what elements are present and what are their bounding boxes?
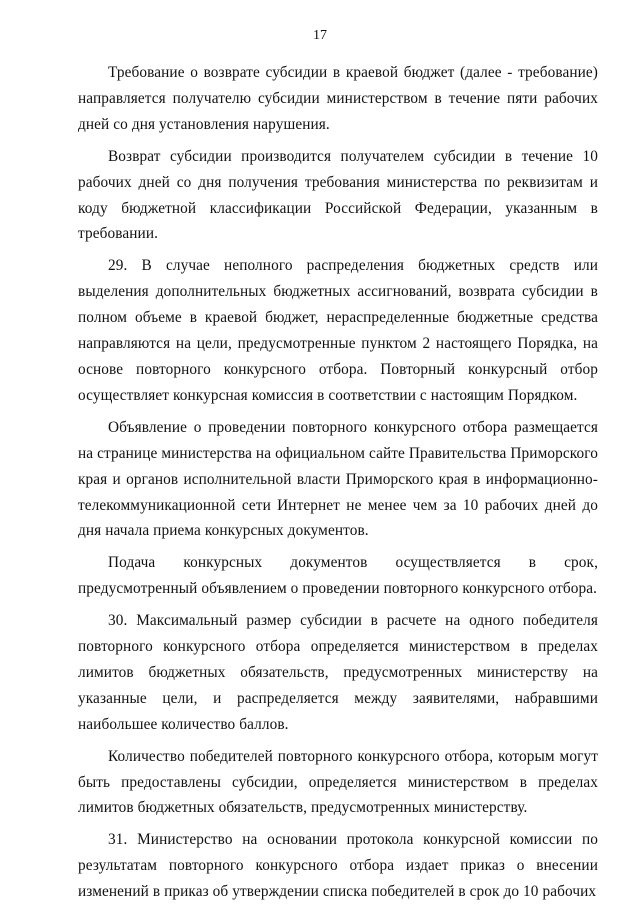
paragraph-29: 29. В случае неполного распределения бюджетных средств или выделения дополнительных бюджетных ассигнований, возврата субсидии в полном объеме в краевой бюджет, нераспределенные бюджетные средства направляются на цели, предусмотренные пунктом 2 настоящего Порядка, на основе повторного конкурсного отбора. Повторный конкурсный отбор осуществляет конкурсная комиссия в соответствии с настоящим Порядком. (78, 257, 598, 404)
page-number: 17 (313, 28, 327, 43)
paragraph-submission: Подача конкурсных документов осуществляется в срок, предусмотренный объявлением о проведении повторного конкурсного отбора. (78, 554, 598, 598)
paragraph-winners-count: Количество победителей повторного конкурсного отбора, которым могут быть предоставлены субсидии, определяется министерством в пределах лимитов бюджетных обязательств, предусмотренных министерству. (78, 747, 598, 817)
paragraph-announcement: Объявление о проведении повторного конкурсного отбора размещается на странице министерства на официальном сайте Правительства Приморского края и органов исполнительной власти Приморского края в информационно-телекоммуникационной сети Интернет не менее чем за 10 рабочих дней до дня начала приема конкурсных документов. (78, 418, 598, 540)
paragraph-demand-notice: Требование о возврате субсидии в краевой бюджет (далее - требование) направляется получателю субсидии министерством в течение пяти рабочих дней со дня установления нарушения. (78, 64, 598, 133)
paragraph-30: 30. Максимальный размер субсидии в расчете на одного победителя повторного конкурсного отбора определяется министерством в пределах лимитов бюджетных обязательств, предусмотренных министерству на указанные цели, и распределяется между заявителями, набравшими наибольшее количество баллов. (78, 612, 598, 733)
paragraph-subsidy-return: Возврат субсидии производится получателем субсидии в течение 10 рабочих дней со дня получения требования министерства по реквизитам и коду бюджетной классификации Российской Федерации, указанным в требовании. (78, 147, 598, 243)
document-body (78, 60, 598, 905)
paragraph-31: 31. Министерство на основании протокола конкурсной комиссии по результатам повторного конкурсного отбора издает приказ о внесении изменений в приказ об утверждении списка победителей в срок до 10 рабочих (78, 831, 598, 901)
